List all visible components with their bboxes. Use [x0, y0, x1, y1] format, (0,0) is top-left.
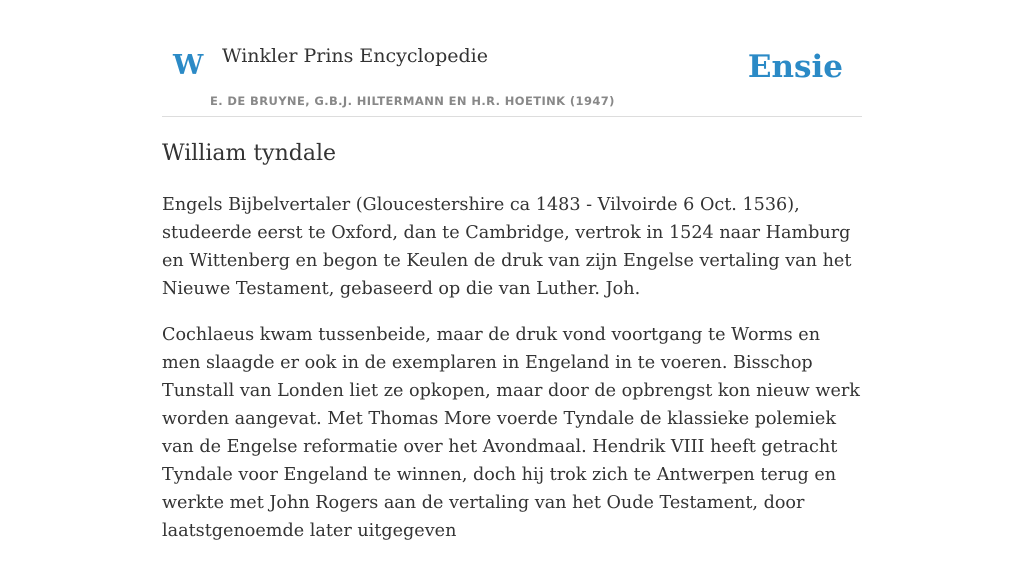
ensie-logo[interactable]: Ensie — [747, 49, 843, 85]
source-header — [162, 0, 862, 117]
article — [162, 137, 864, 563]
source-logo[interactable]: W — [173, 50, 204, 81]
article-title: William tyndale — [162, 141, 337, 166]
article-paragraph: Engels Bijbelvertaler (Gloucestershire ca 1483 - Vilvoirde 6 Oct. 1536), studeerde eerst te Oxford, dan te Cambridge, vertrok in 1524 naar Hamburg en Wittenberg en begon te Keulen de druk van zijn Engelse vertaling van het Nieuwe Testament, gebaseerd op die van Luther. Joh. — [162, 195, 852, 299]
source-authors: E. DE BRUYNE, G.B.J. HILTERMANN EN H.R. HOETINK (1947) — [210, 94, 615, 108]
source-title[interactable]: Winkler Prins Encyclopedie — [222, 45, 488, 67]
article-paragraph: Cochlaeus kwam tussenbeide, maar de druk vond voortgang te Worms en men slaagde er ook in de exemplaren in Engeland in te voeren. Bisschop Tunstall van Londen liet ze opkopen, maar door de opbrengst kon nieuw werk worden aangevat. Met Thomas More voerde Tyndale de klassieke polemiek van de Engelse reformatie over het Avondmaal. Hendrik VIII heeft getracht Tyndale voor Engeland te winnen, doch hij trok zich te Antwerpen terug en werkte met John Rogers aan de vertaling van het Oude Testament, door laatstgenoemde later uitgegeven — [162, 325, 860, 541]
